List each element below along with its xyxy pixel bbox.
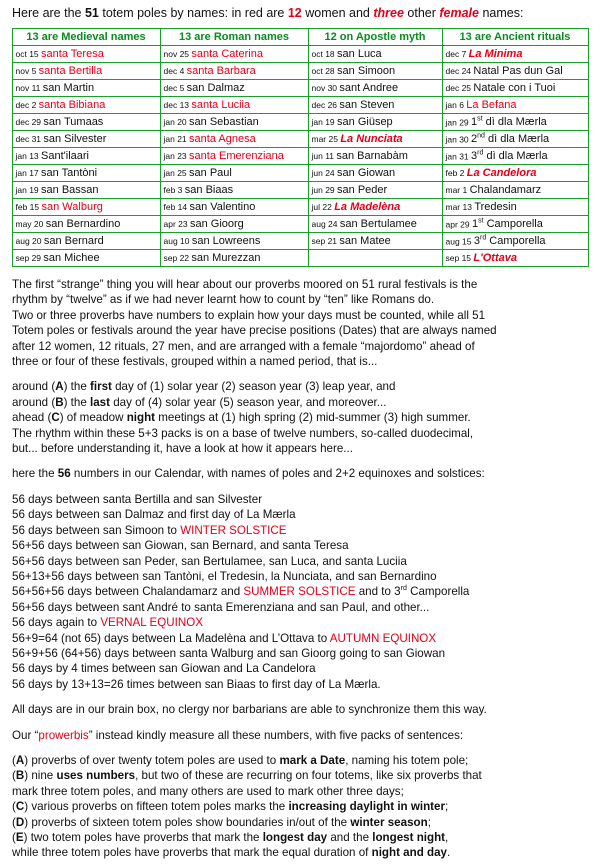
cell-date: nov 5	[15, 66, 39, 76]
column-header-roman: 13 are Roman names	[160, 29, 308, 46]
cell-date: dec 25	[445, 83, 474, 93]
table-cell	[442, 199, 588, 216]
table-header-row	[12, 29, 588, 46]
women-count: 12	[287, 6, 302, 20]
paragraph-abc: around (A) the first day of (1) solar year (2) season year (3) leap year, and around (B) the last day of (4) solar year (5) season year, and moreover... ahead (C) of meadow night meetings at (1) high spring (2) mid-summer (3) high summer. The rhythm within these 5+3 packs is on a base of twelve numbers, so-called duodecimal, but... before understanding it, have a look at how it appears here...	[12, 380, 474, 456]
cell-date: jan 20	[163, 117, 190, 127]
cell-name: Natale con i Tuoi	[473, 82, 556, 94]
table-cell	[12, 97, 160, 114]
cell-date: feb 15	[15, 202, 42, 212]
table-cell	[308, 114, 442, 131]
days-line: 56+9+56 (64+56) days between santa Walburg and san Gioorg going to san Giowan	[12, 646, 446, 660]
cell-name: san Murezzan	[191, 252, 261, 264]
cell-date: dec 7	[445, 49, 469, 59]
cell-name: La Madelèna	[334, 201, 401, 213]
column-header-rituals: 13 are Ancient rituals	[442, 29, 588, 46]
cell-name: san Barnabàm	[336, 150, 408, 162]
column-header-apostle: 12 on Apostle myth	[308, 29, 442, 46]
cell-date: jun 24	[311, 168, 338, 178]
table-row	[12, 46, 588, 63]
table-row	[12, 131, 588, 148]
table-cell	[160, 114, 308, 131]
table-cell	[12, 216, 160, 233]
table-cell	[160, 233, 308, 250]
cell-name: sant Andree	[339, 82, 399, 94]
table-cell	[160, 165, 308, 182]
cell-date: dec 4	[163, 66, 187, 76]
cell-date: aug 10	[163, 236, 192, 246]
table-cell	[160, 80, 308, 97]
table-row	[12, 199, 588, 216]
intro-text-4: other	[403, 6, 440, 20]
cell-name: santa Bertilla	[38, 65, 103, 77]
three-word: three	[373, 6, 404, 20]
cell-date: mar 13	[445, 202, 475, 212]
table-cell	[442, 250, 588, 267]
cell-name: san Giowan	[337, 167, 396, 179]
cell-date: feb 14	[163, 202, 190, 212]
list-item-d: (D) proverbs of sixteen totem poles show boundaries in/out of the winter season;	[12, 815, 431, 829]
highlight-term: WINTER SOLSTICE	[180, 523, 287, 537]
table-cell	[12, 114, 160, 131]
table-cell	[308, 148, 442, 165]
table-row	[12, 182, 588, 199]
table-cell	[308, 250, 442, 267]
table-cell	[160, 148, 308, 165]
table-cell	[442, 148, 588, 165]
cell-date: jan 13	[15, 151, 42, 161]
cell-name: san Giüsep	[337, 116, 393, 128]
cell-date: jan 6	[445, 100, 467, 110]
cell-date: feb 2	[445, 168, 467, 178]
cell-date: nov 25	[163, 49, 192, 59]
cell-name: san Luca	[337, 48, 382, 60]
list-item-e-cont: while three totem poles have proverbs that mark the equal duration of night and day.	[12, 846, 451, 860]
days-line: 56+9=64 (not 65) days between La Madelèna and L’Ottava to AUTUMN EQUINOX	[12, 631, 437, 645]
cell-name: L'Ottava	[473, 252, 517, 264]
paragraph-56-heading: here the 56 numbers in our Calendar, with names of poles and 2+2 equinoxes and solstices:	[12, 467, 485, 481]
cell-date: sep 15	[445, 253, 474, 263]
table-cell	[308, 46, 442, 63]
cell-date: dec 24	[445, 66, 474, 76]
table-cell	[308, 216, 442, 233]
cell-name: san Sebastian	[189, 116, 259, 128]
days-line: 56 days between san Dalmaz and first day of La Mærla	[12, 508, 296, 522]
cell-date: apr 23	[163, 219, 190, 229]
cell-date: nov 30	[311, 83, 340, 93]
totem-count: 51	[84, 6, 99, 20]
days-line: 56 days by 4 times between san Giowan and La Candelora	[12, 662, 316, 676]
list-item-b-cont: mark three totem poles, and many others are used to mark other three days;	[12, 784, 404, 798]
intro-text-2: totem poles by names: in red are	[98, 6, 288, 20]
highlight-term: AUTUMN EQUINOX	[329, 631, 437, 645]
table-cell	[160, 63, 308, 80]
table-cell	[12, 165, 160, 182]
cell-date: jun 29	[311, 185, 338, 195]
cell-name: 3rd dì dla Mærla	[471, 149, 548, 163]
cell-date: oct 28	[311, 66, 338, 76]
table-cell	[12, 250, 160, 267]
days-line: 56+56+56 days between Chalandamarz and SUMMER SOLSTICE and to 3rd Camporella	[12, 585, 470, 599]
days-line: 56+13+56 days between san Tantòni, el Tredesin, la Nunciata, and san Bernardino	[12, 569, 437, 583]
proverb-items	[12, 753, 588, 861]
cell-name: 3rd Camporella	[473, 234, 546, 248]
table-row	[12, 114, 588, 131]
table-cell	[308, 80, 442, 97]
cell-name: 1st dì dla Mærla	[471, 115, 547, 129]
table-cell	[160, 182, 308, 199]
cell-name: san Tumaas	[43, 116, 104, 128]
cell-date: jul 22	[311, 202, 335, 212]
cell-name: santa Luciia	[191, 99, 251, 111]
cell-name: santa Teresa	[41, 48, 104, 60]
cell-date: jun 11	[311, 151, 337, 161]
cell-date: may 20	[15, 219, 46, 229]
cell-name: san Silvester	[43, 133, 107, 145]
cell-name: san Matee	[339, 235, 391, 247]
cell-date: jan 23	[163, 151, 190, 161]
list-item-e: (E) two totem poles have proverbs that mark the longest day and the longest night,	[12, 831, 449, 844]
table-cell	[442, 97, 588, 114]
cell-date: sep 21	[311, 236, 340, 246]
cell-name: santa Caterina	[191, 48, 263, 60]
list-item-b: (B) nine uses numbers, but two of these are recurring on four totems, like six proverbs that	[12, 769, 482, 783]
table-cell	[160, 131, 308, 148]
cell-date: dec 2	[15, 100, 39, 110]
cell-date: jan 19	[311, 117, 338, 127]
table-cell	[160, 250, 308, 267]
document-body	[0, 267, 600, 861]
days-list	[12, 492, 588, 692]
cell-date: jan 17	[15, 168, 42, 178]
cell-name: san Bertulamee	[339, 218, 417, 230]
table-cell	[12, 182, 160, 199]
cell-date: dec 26	[311, 100, 340, 110]
calendar-table	[12, 28, 589, 267]
table-cell	[442, 63, 588, 80]
table-cell	[160, 46, 308, 63]
table-cell	[160, 97, 308, 114]
table-cell	[442, 131, 588, 148]
cell-name: san Valentino	[189, 201, 256, 213]
cell-date: oct 15	[15, 49, 42, 59]
cell-name: santa Agnesa	[189, 133, 256, 145]
paragraph-proverbs-intro: Our “prowerbis” instead kindly measure all these numbers, with five packs of sentences:	[12, 728, 464, 742]
table-row	[12, 97, 588, 114]
table-cell	[308, 97, 442, 114]
highlight-term: VERNAL EQUINOX	[100, 616, 203, 630]
cell-name: san Lowreens	[191, 235, 261, 247]
table-cell	[12, 233, 160, 250]
cell-date: jan 31	[445, 151, 472, 162]
prowerbis-word: prowerbis	[38, 728, 89, 742]
cell-name: La Befana	[466, 99, 517, 111]
paragraph-intro-rhythm: The first “strange” thing you will hear about our proverbs moored on 51 rural festivals is the rhythm by “twelve” as if we had never learnt how to count by “ten” like Romans do. Two or three proverbs have numbers to explain how your days must be counted, while all 51 Totem poles or festivals around the year have precise positions (Dates) that are always named after 12 women, 12 rituals, 27 men, and are arranged with a female “majordomo” ahead of three or four of these festivals, grouped within a named period, that is...	[12, 278, 497, 369]
cell-date: sep 29	[15, 253, 44, 263]
cell-name: san Dalmaz	[186, 82, 245, 94]
cell-date: aug 24	[311, 219, 340, 229]
days-line: 56+56 days between san Giowan, san Bernard, and santa Teresa	[12, 539, 349, 553]
days-line: 56 days between san Simoon to WINTER SOLSTICE	[12, 523, 287, 537]
cell-name: La Minima	[468, 48, 523, 60]
table-row	[12, 63, 588, 80]
cell-name: san Bassan	[41, 184, 99, 196]
cell-name: 2nd dì dla Mærla	[471, 132, 550, 146]
cell-date: dec 29	[15, 117, 44, 127]
cell-name: La Nunciata	[340, 133, 403, 145]
table-cell	[442, 182, 588, 199]
cell-name: santa Barbara	[186, 65, 256, 77]
table-row	[12, 148, 588, 165]
cell-date: jan 21	[163, 134, 190, 144]
cell-date: apr 29	[445, 219, 472, 230]
table-cell	[442, 46, 588, 63]
cell-name: san Steven	[339, 99, 395, 111]
cell-date: feb 3	[163, 185, 185, 195]
cell-name: san Gioorg	[189, 218, 244, 230]
highlight-term: SUMMER SOLSTICE	[243, 585, 356, 599]
cell-date: jan 29	[445, 117, 472, 128]
table-cell	[308, 199, 442, 216]
table-cell	[442, 165, 588, 182]
cell-name: Sant'ilaari	[41, 150, 89, 162]
table-row	[12, 216, 588, 233]
cell-date: mar 1	[445, 185, 470, 195]
cell-date: mar 25	[311, 134, 341, 144]
table-cell	[308, 131, 442, 148]
cell-date: oct 18	[311, 49, 338, 59]
paragraph-brainbox: All days are in our brain box, no clergy nor barbarians are able to synchronize them this way.	[12, 703, 487, 717]
table-cell	[12, 199, 160, 216]
cell-name: Natal Pas dun Gal	[473, 65, 563, 77]
cell-date: sep 22	[163, 253, 192, 263]
table-cell	[160, 216, 308, 233]
cell-name: san Bernard	[43, 235, 104, 247]
cell-name: La Candelora	[466, 167, 537, 179]
intro-text-5: names:	[478, 6, 524, 20]
table-row	[12, 80, 588, 97]
cell-name: 1st Camporella	[471, 217, 543, 231]
days-line: 56 days again to VERNAL EQUINOX	[12, 616, 203, 630]
cell-date: dec 13	[163, 100, 192, 110]
table-cell	[12, 131, 160, 148]
cell-name: san Paul	[189, 167, 232, 179]
cell-name: san Simoon	[337, 65, 396, 77]
cell-name: santa Emerenziana	[189, 150, 284, 162]
cell-date: aug 15	[445, 236, 474, 247]
cell-name: santa Bibiana	[38, 99, 106, 111]
table-cell	[160, 199, 308, 216]
days-line: 56 days by 13+13=26 times between san Biaas to first day of La Mærla.	[12, 677, 381, 691]
table-cell	[308, 165, 442, 182]
cell-name: san Bernardino	[45, 218, 121, 230]
table-row	[12, 250, 588, 267]
column-header-medieval: 13 are Medieval names	[12, 29, 160, 46]
intro-text-1: Here are the	[12, 6, 85, 20]
table-cell	[442, 216, 588, 233]
cell-name: san Michee	[43, 252, 100, 264]
cell-name: san Tantòni	[41, 167, 98, 179]
cell-date: jan 25	[163, 168, 190, 178]
cell-date: jan 30	[445, 134, 472, 145]
cell-date: aug 20	[15, 236, 44, 246]
table-cell	[442, 233, 588, 250]
cell-name: san Martin	[42, 82, 95, 94]
table-cell	[442, 80, 588, 97]
cell-date: dec 31	[15, 134, 44, 144]
list-item-a: (A) proverbs of over twenty totem poles are used to mark a Date, naming his totem pole;	[12, 753, 469, 767]
cell-name: Chalandamarz	[469, 184, 542, 196]
cell-name: san Biaas	[184, 184, 234, 196]
cell-name: Tredesin	[474, 201, 517, 213]
table-row	[12, 233, 588, 250]
table-cell	[308, 182, 442, 199]
table-row	[12, 165, 588, 182]
cell-date: nov 11	[15, 83, 43, 93]
cell-date: jan 19	[15, 185, 42, 195]
table-cell	[308, 233, 442, 250]
intro-text-3: women and	[301, 6, 374, 20]
cell-name: san Peder	[337, 184, 388, 196]
days-line: 56+56 days between sant André to santa Emerenziana and san Paul, and other...	[12, 600, 430, 614]
cell-date: dec 5	[163, 83, 187, 93]
days-line: 56+56 days between san Peder, san Bertulamee, san Luca, and santa Luciia	[12, 554, 407, 568]
table-cell	[308, 63, 442, 80]
cell-name: san Walburg	[41, 201, 103, 213]
table-cell	[12, 46, 160, 63]
intro-line	[0, 0, 600, 24]
table-cell	[442, 114, 588, 131]
table-cell	[12, 148, 160, 165]
table-cell	[12, 80, 160, 97]
list-item-c: (C) various proverbs on fifteen totem poles marks the increasing daylight in winter;	[12, 800, 449, 814]
days-line: 56 days between santa Bertilla and san Silvester	[12, 492, 263, 506]
female-word: female	[439, 6, 479, 20]
table-cell	[12, 63, 160, 80]
